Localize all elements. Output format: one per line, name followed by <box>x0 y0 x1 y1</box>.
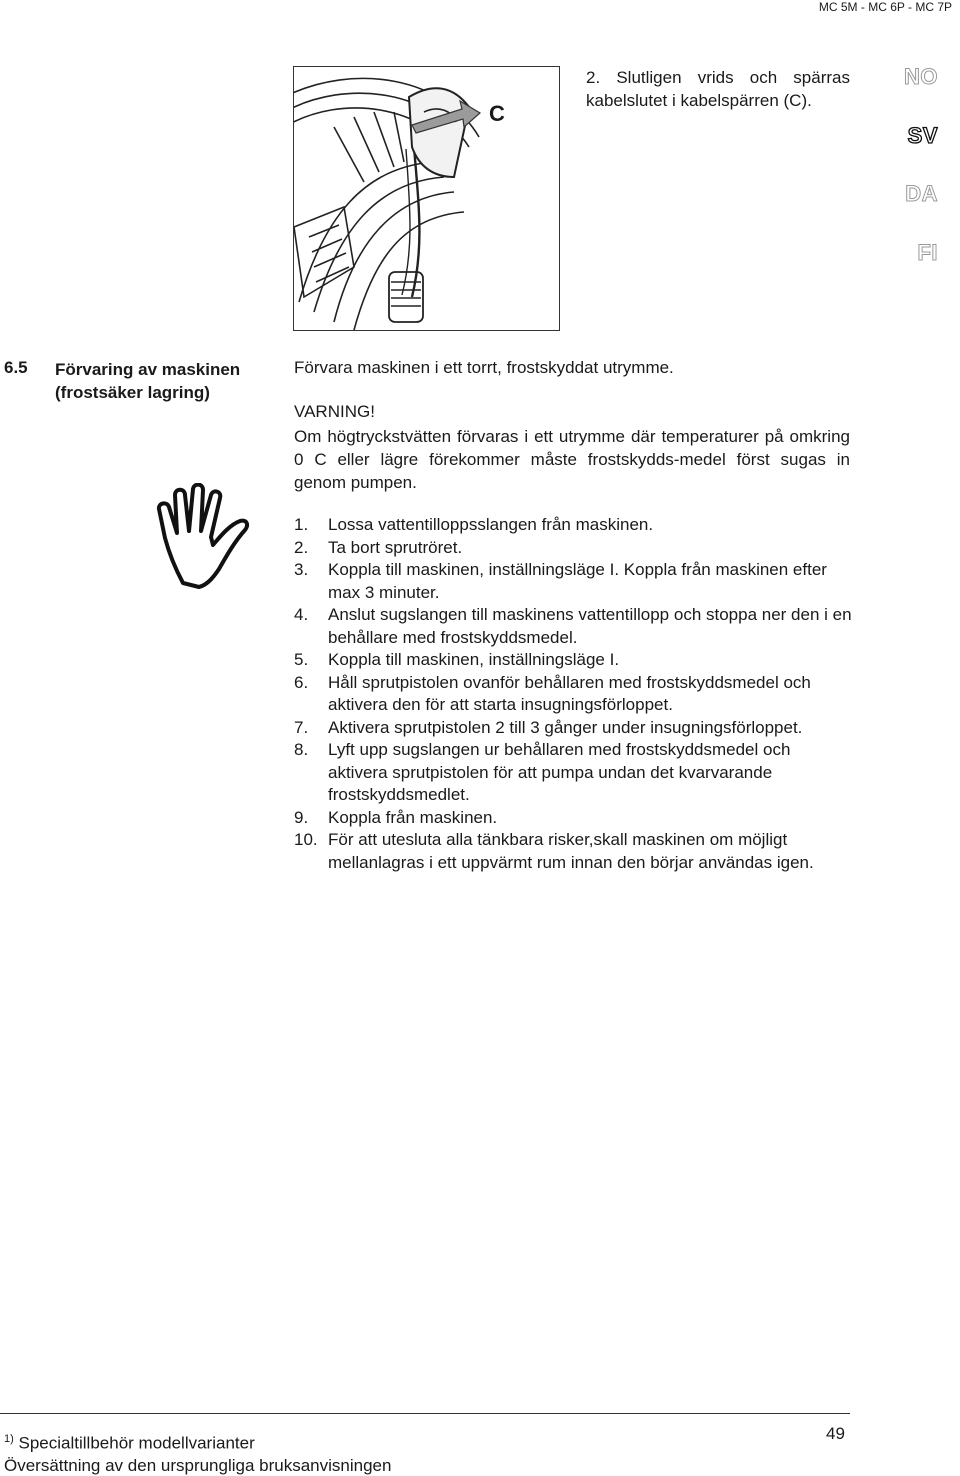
list-item: 4. Anslut sugslangen till maskinens vattentillopp och stoppa ner den i en behållare med frostskyddsmedel. <box>294 605 852 647</box>
list-item: 5. Koppla till maskinen, inställningsläge I. <box>294 650 620 669</box>
figure-caption: 2. Slutligen vrids och spärras kabelslutet i kabelspärren (C). <box>586 68 850 110</box>
list-item: 10. För att utesluta alla tänkbara risker,skall maskinen om möjligt mellanlagras i ett uppvärmt rum innan den börjar användas igen. <box>294 830 814 872</box>
translation-note: Översättning av den ursprungliga bruksanvisningen <box>4 1456 392 1475</box>
list-item: 7. Aktivera sprutpistolen 2 till 3 gånger under insugningsförloppet. <box>294 717 803 737</box>
lang-tab-da[interactable]: DA <box>905 181 938 206</box>
document-header: MC 5M - MC 6P - MC 7P <box>818 0 952 14</box>
cable-lock-illustration <box>293 66 560 331</box>
lang-tab-sv[interactable]: SV <box>907 123 938 148</box>
callout-label: C <box>489 101 505 126</box>
footnote-mark: 1) <box>4 1433 14 1445</box>
cable-reel-drawing <box>294 67 559 330</box>
section-intro: Förvara maskinen i ett torrt, frostskyddat utrymme. <box>294 358 674 377</box>
list-item: 3. Koppla till maskinen, inställningsläge I. Koppla från maskinen efter max 3 minuter. <box>294 560 827 602</box>
list-item: 8. Lyft upp sugslangen ur behållaren med frostskyddsmedel och aktivera sprutpistolen för att pumpa undan det kvarvarande frostskyddsmedlet. <box>294 740 791 804</box>
footer-divider <box>0 1413 850 1414</box>
list-item: 2. Ta bort sprutröret. <box>294 537 463 557</box>
page-number: 49 <box>826 1424 845 1443</box>
section-title-line2: (frostsäker lagring) <box>55 383 210 402</box>
footnote <box>4 1433 255 1454</box>
procedure-steps <box>294 514 854 874</box>
list-item: 6. Håll sprutpistolen ovanför behållaren med frostskyddsmedel och aktivera den för att starta insugningsförloppet. <box>294 672 811 714</box>
list-item: 9. Koppla från maskinen. <box>294 807 498 827</box>
footnote-text: Specialtillbehör modellvarianter <box>18 1433 255 1453</box>
lang-tab-fi[interactable]: FI <box>917 240 938 265</box>
warning-heading: VARNING! <box>294 402 375 421</box>
section-title <box>55 358 240 404</box>
stop-hand-icon <box>155 483 265 593</box>
section-number: 6.5 <box>4 358 28 377</box>
list-item: 1. Lossa vattentilloppsslangen från maskinen. <box>294 515 654 534</box>
warning-text: Om högtryckstvätten förvaras i ett utrymme där temperaturer på omkring 0 C eller lägre förekommer måste frostskydds-medel först sugas in genom pumpen. <box>294 427 850 492</box>
section-title-line1: Förvaring av maskinen <box>55 360 241 379</box>
lang-tab-no[interactable]: NO <box>904 64 938 89</box>
